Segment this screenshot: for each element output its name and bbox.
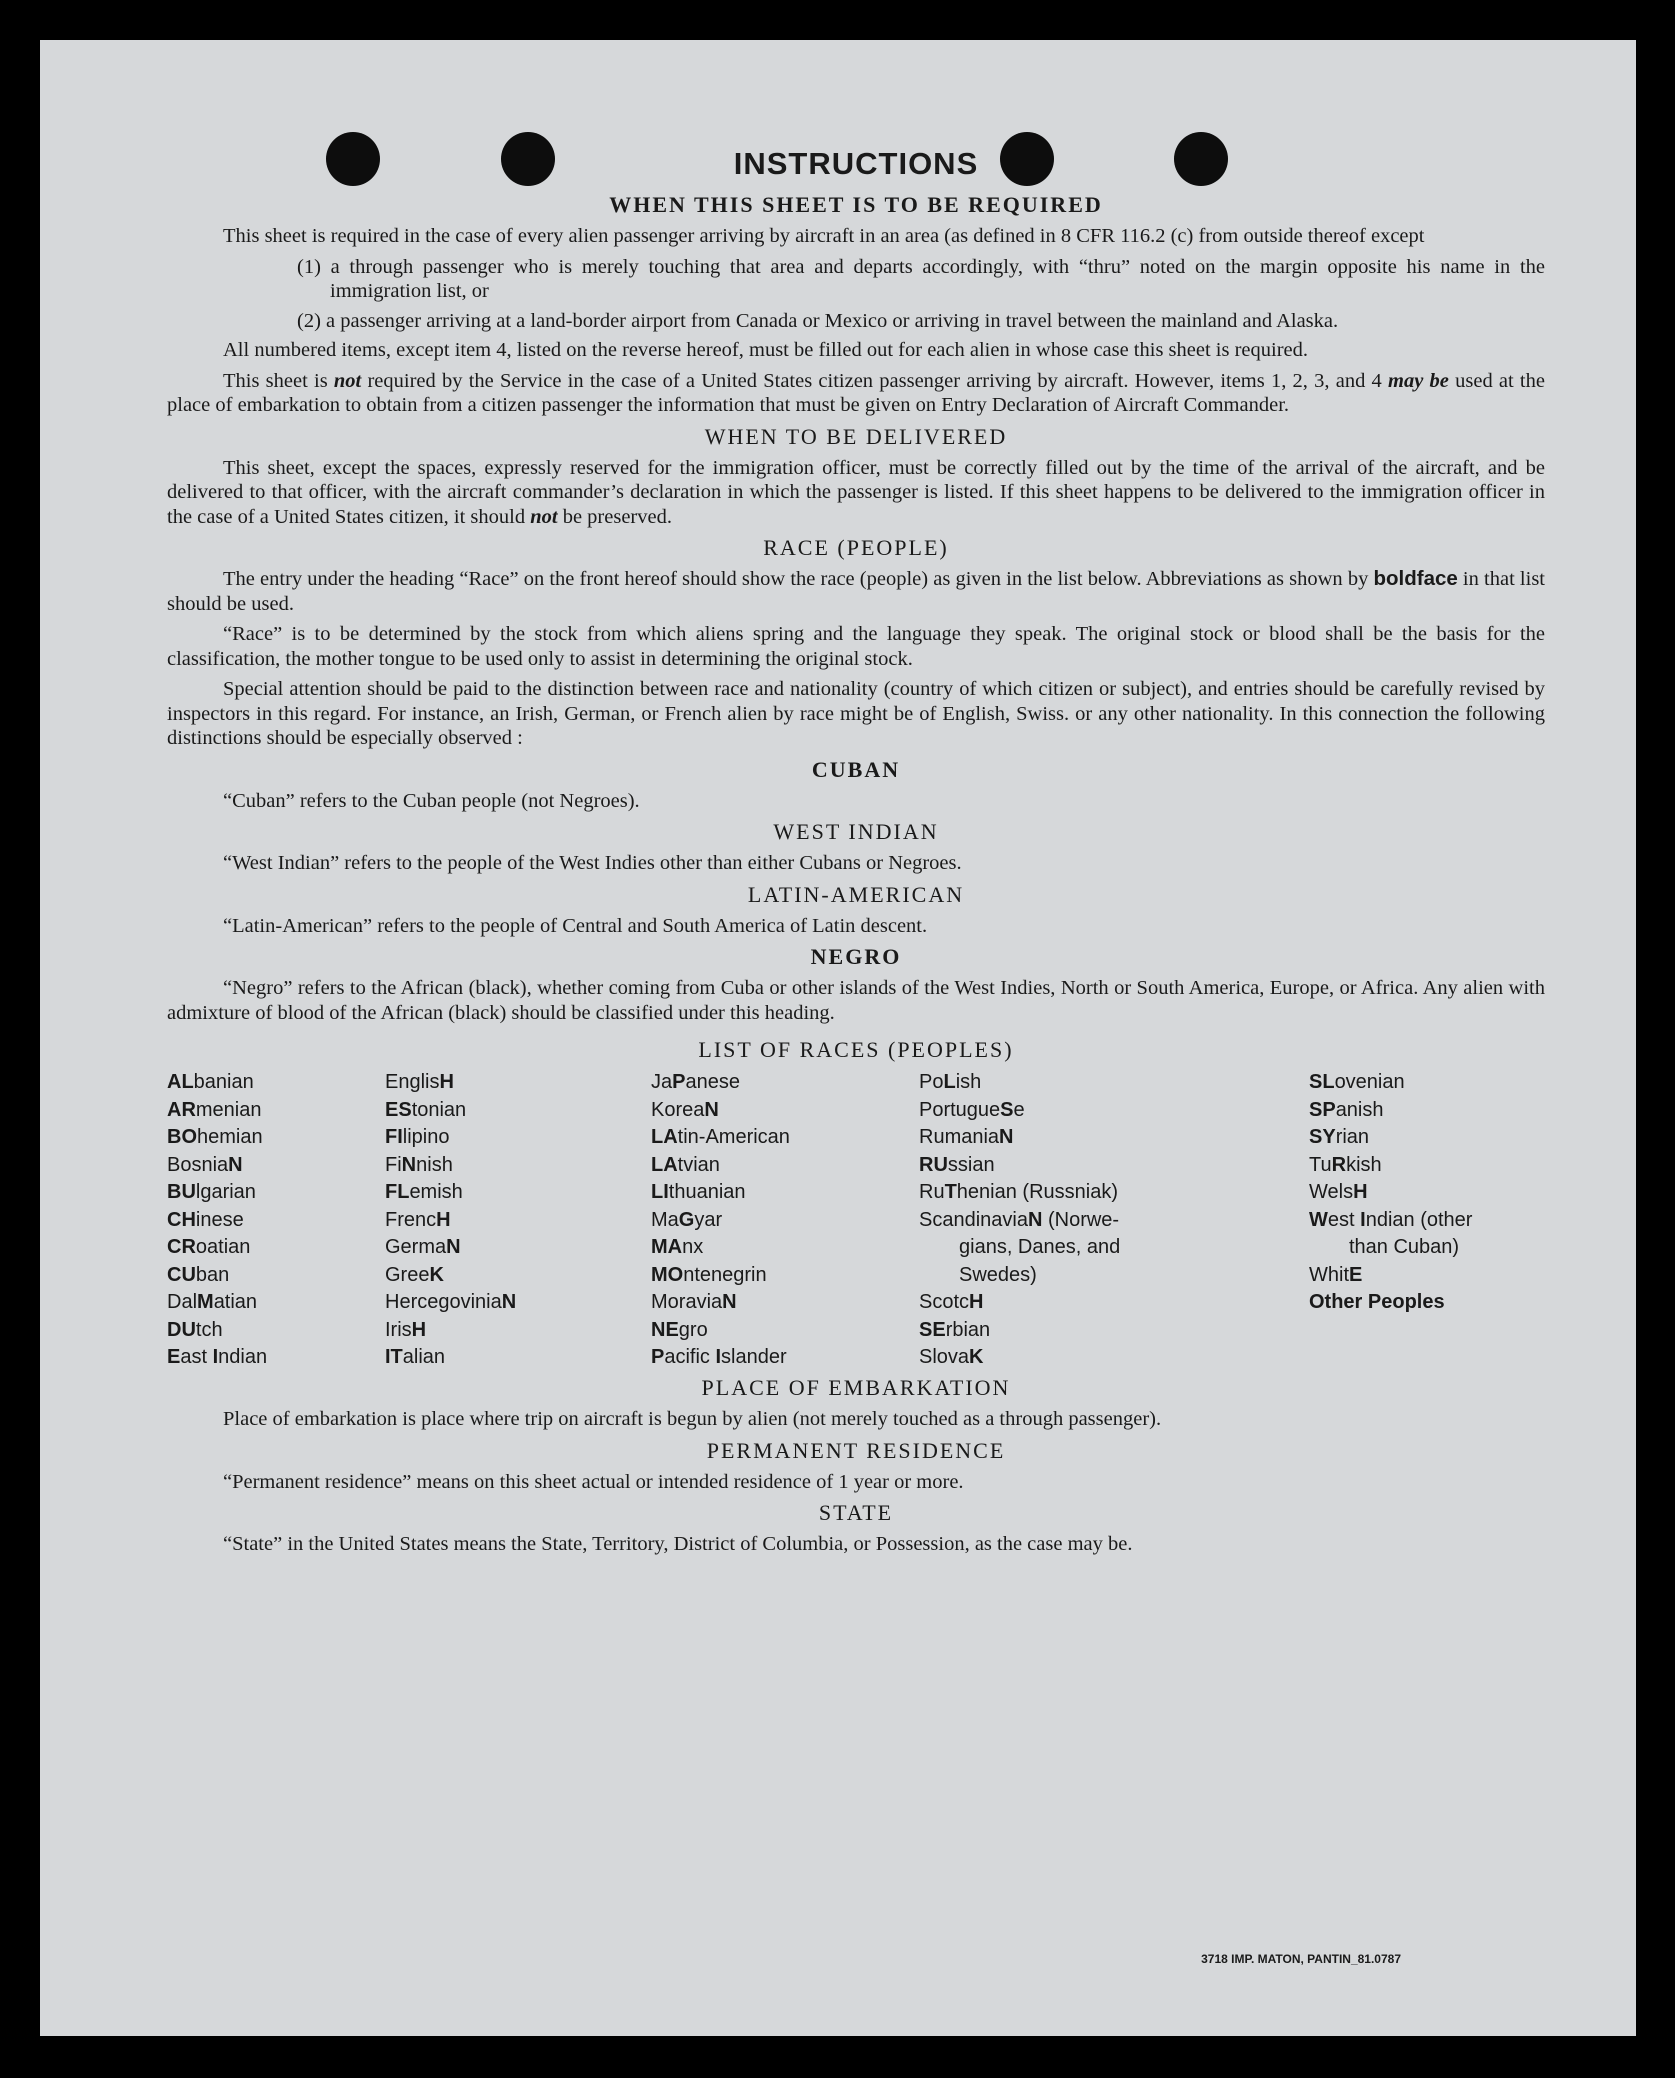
race-entry: FIlipino [385, 1126, 450, 1148]
paragraph: “Negro” refers to the African (black), whether coming from Cuba or other islands of the West Indies, North or South America, Europe, or Africa. Any alien with admixture of blood of the African (black) should be classified under this heading. [167, 977, 1545, 1024]
paragraph: “Race” is to be determined by the stock from which aliens spring and the language they speak. The original stock or blood shall be the basis for the classification, the mother tongue to be used only to assist in determining the original stock. [167, 623, 1545, 670]
race-entry: Pacific Islander [651, 1346, 787, 1368]
race-entry: ScotcH [919, 1291, 984, 1313]
printer-imprint: 3718 IMP. MATON, PANTIN_81.0787 [1201, 1952, 1401, 1966]
race-entry: RuThenian (Russniak) [919, 1181, 1118, 1203]
race-entry: SYrian [1309, 1126, 1370, 1148]
race-entry: SlovaK [919, 1346, 984, 1368]
race-entry: PoLish [919, 1071, 982, 1093]
race-entry: PortugueSe [919, 1098, 1025, 1121]
race-entry: MAnx [651, 1236, 704, 1258]
paragraph: “Latin-American” refers to the people of Central and South America of Latin descent. [223, 914, 928, 937]
paragraph: “West Indian” refers to the people of the West Indies other than either Cubans or Negroes. [223, 852, 962, 874]
paragraph: All numbered items, except item 4, listed on the reverse hereof, must be filled out for each alien in whose case this sheet is required. [223, 339, 1309, 361]
race-entry: ITalian [385, 1346, 446, 1368]
race-entry: than Cuban) [1349, 1236, 1460, 1258]
race-entry: BosniaN [167, 1153, 243, 1176]
race-entry: BUlgarian [167, 1181, 256, 1203]
race-entry: FrencH [385, 1208, 451, 1231]
race-entry: Other Peoples [1309, 1291, 1445, 1313]
instructions-content [167, 136, 1545, 1563]
race-entry: RumaniaN [919, 1126, 1014, 1148]
race-entry: EStonian [385, 1098, 467, 1121]
race-entry: MOntenegrin [651, 1263, 767, 1286]
race-entry: FLemish [385, 1181, 463, 1203]
race-entry: WelsH [1309, 1181, 1368, 1203]
section-heading-residence: PERMANENT RESIDENCE [706, 1437, 1006, 1463]
race-entry: NEgro [651, 1318, 708, 1341]
section-heading-race: RACE (PEOPLE) [763, 535, 949, 560]
race-entry: ALbanian [167, 1071, 254, 1093]
paragraph: “State” in the United States means the State, Territory, District of Columbia, or Possession, as the case may be. [223, 1533, 1133, 1555]
exception-item-2: (2) a passenger arriving at a land-border airport from Canada or Mexico or arriving in travel between the mainland and Alaska. [297, 309, 1339, 332]
race-entry: EnglisH [385, 1071, 454, 1093]
paragraph: Special attention should be paid to the distinction between race and nationality (country of which citizen or subject), and entries should be carefully revised by inspectors in this regard. For instance, an Irish, German, or French alien by race might be of English, Swiss. or any other nationality. In this connection the following distinctions should be especially observed : [167, 678, 1545, 749]
section-heading-west-indian: WEST INDIAN [773, 819, 939, 844]
race-entry: FiNnish [385, 1153, 453, 1176]
section-heading-latin-american: LATIN-AMERICAN [747, 881, 965, 907]
race-entry: SErbian [919, 1318, 991, 1341]
race-entry: SPanish [1309, 1098, 1384, 1121]
paragraph: “Permanent residence” means on this sheet actual or intended residence of 1 year or more. [223, 1470, 964, 1493]
races-column-5 [1309, 1069, 1472, 1317]
race-entry: LAtvian [651, 1153, 720, 1176]
races-list [167, 1069, 1545, 1369]
race-entry: Swedes) [959, 1263, 1037, 1286]
section-heading-cuban: CUBAN [811, 756, 901, 782]
races-list-heading: LIST OF RACES (PEOPLES) [698, 1037, 1014, 1062]
paragraph: This sheet is not required by the Service in the case of a United States citizen passenger arriving by aircraft. However, items 1, 2, 3, and 4 may be used at the place of embarkation to obtain from a citizen passenger the information that must be given on Entry Declaration of Aircraft Commander. [167, 369, 1545, 416]
races-column-3 [651, 1069, 790, 1372]
race-entry: ARmenian [167, 1098, 262, 1121]
races-column-4 [919, 1069, 1120, 1372]
section-heading-required: WHEN THIS SHEET IS TO BE REQUIRED [609, 192, 1103, 217]
race-entry: LIthuanian [651, 1181, 746, 1203]
section-heading-state: STATE [818, 1500, 894, 1525]
section-heading-negro: NEGRO [810, 944, 902, 969]
race-entry: BOhemian [167, 1126, 263, 1148]
race-entry: JaPanese [651, 1071, 740, 1093]
races-column-2 [385, 1069, 516, 1372]
race-entry: WhitE [1309, 1263, 1363, 1286]
races-column-1 [167, 1069, 267, 1372]
paragraph: The entry under the heading “Race” on the front hereof should show the race (people) as given in the list below. Abbreviations as shown by boldface in that list should be used. [167, 567, 1545, 615]
race-entry: DUtch [167, 1318, 223, 1341]
race-entry: GermaN [385, 1236, 461, 1258]
paragraph: “Cuban” refers to the Cuban people (not Negroes). [223, 789, 640, 812]
race-entry: TuRkish [1309, 1153, 1382, 1176]
section-heading-embarkation: PLACE OF EMBARKATION [701, 1375, 1011, 1400]
race-entry: gians, Danes, and [959, 1236, 1121, 1258]
paragraph: Place of embarkation is place where trip on aircraft is begun by alien (not merely touched as a through passenger). [223, 1408, 1162, 1430]
race-entry: East Indian [167, 1346, 268, 1368]
race-entry: GreeK [385, 1263, 444, 1286]
race-entry: CUban [167, 1263, 230, 1286]
race-entry: LAtin-American [651, 1126, 790, 1148]
paragraph: This sheet is required in the case of every alien passenger arriving by aircraft in an area (as defined in 8 CFR 116.2 (c) from outside thereof except [223, 225, 1425, 247]
race-entry: MoraviaN [651, 1291, 737, 1313]
race-entry: CRoatian [167, 1236, 251, 1258]
race-entry: CHinese [167, 1208, 244, 1231]
race-entry: IrisH [385, 1318, 427, 1341]
race-entry: DalMatian [167, 1291, 258, 1313]
race-entry: SLovenian [1309, 1071, 1405, 1093]
race-entry: KoreaN [651, 1098, 719, 1121]
exception-item-1: (1) a through passenger who is merely touching that area and departs accordingly, with “thru” noted on the margin opposite his name in the immigration list, or [297, 255, 1545, 302]
race-entry: HercegoviniaN [385, 1291, 517, 1313]
document-sheet [40, 40, 1636, 2036]
paragraph: This sheet, except the spaces, expressly reserved for the immigration officer, must be correctly filled out by the time of the arrival of the aircraft, and be delivered to that officer, with the aircraft commander’s declaration in which the passenger is listed. If this sheet happens to be delivered to the immigration officer in the case of a United States citizen, it should not be preserved. [167, 456, 1545, 528]
race-entry: West Indian (other [1309, 1208, 1473, 1231]
page-title: INSTRUCTIONS [733, 146, 979, 181]
race-entry: RUssian [919, 1153, 995, 1176]
race-entry: MaGyar [651, 1208, 723, 1231]
section-heading-delivered: WHEN TO BE DELIVERED [704, 423, 1008, 449]
race-entry: ScandinaviaN (Norwe- [919, 1208, 1120, 1231]
